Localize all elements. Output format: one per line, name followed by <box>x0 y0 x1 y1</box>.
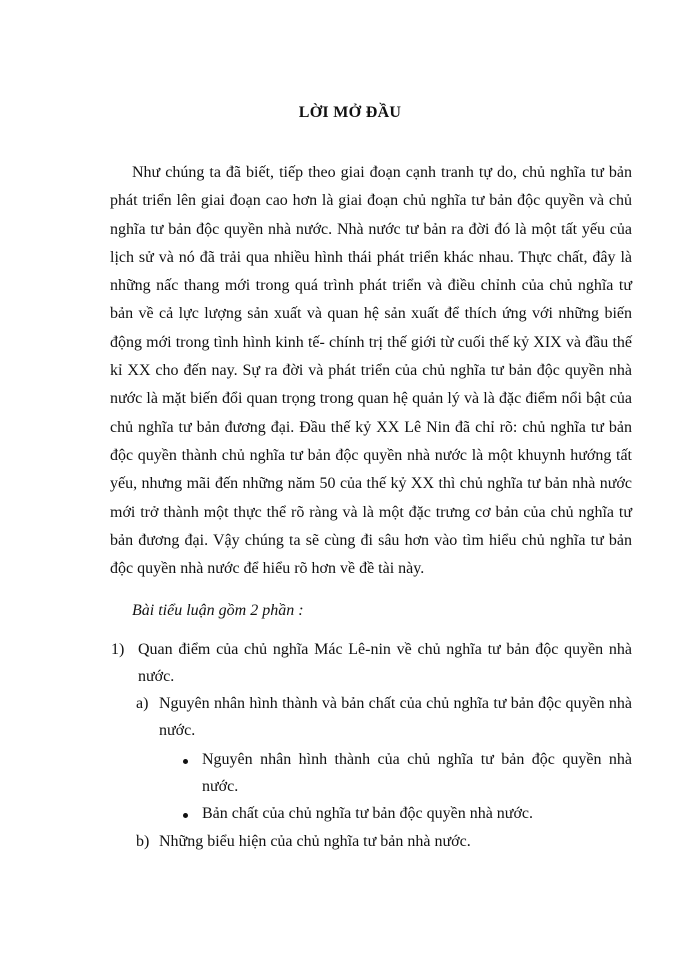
intro-paragraph: Như chúng ta đã biết, tiếp theo giai đoạn cạnh tranh tự do, chủ nghĩa tư bản phát triển lên giai đoạn cao hơn là giai đoạn chủ nghĩa tư bản độc quyền và chủ nghĩa tư bản độc quyền nhà nước. Nhà nước tư bản ra đời đó là một tất yếu của lịch sử và nó đã trải qua nhiều hình thái phát triển khác nhau. Thực chất, đây là những nấc thang mới trong quá trình phát triển và điều chỉnh của chủ nghĩa tư bản về cả lực lượng sản xuất và quan hệ sản xuất để thích ứng với những biến động mới trong tình hình kinh tế- chính trị thế giới từ cuối thế kỷ XIX và đầu thế kỉ XX cho đến nay. Sự ra đời và phát triển của chủ nghĩa tư bản độc quyền nhà nước là mặt biến đổi quan trọng trong quan hệ quản lý và là đặc điểm nổi bật của chủ nghĩa tư bản đương đại. Đầu thế kỷ XX Lê Nin đã chỉ rõ: chủ nghĩa tư bản độc quyền thành chủ nghĩa tư bản độc quyền nhà nước là một khuynh hướng tất yếu, nhưng mãi đến những năm 50 của thế kỷ XX thì chủ nghĩa tư bản nhà nước mới trở thành một thực thể rõ ràng và là một đặc trưng cơ bản của chủ nghĩa tư bản đương đại. Vậy chúng ta sẽ cùng đi sâu hơn vào tìm hiểu chủ nghĩa tư bản độc quyền nhà nước để hiểu rõ hơn về đề tài này. <box>110 164 632 578</box>
outline-bullet-2 <box>183 800 632 827</box>
bullet-dot-icon <box>183 746 188 773</box>
outline-item-b-text: Những biểu hiện của chủ nghĩa tư bản nhà nước. <box>159 833 471 850</box>
outline-heading: Bài tiểu luận gồm 2 phần : <box>132 602 304 619</box>
outline-item-1 <box>111 636 632 690</box>
outline-item-b-marker: b) <box>136 833 150 850</box>
outline-bullet-1 <box>183 746 632 800</box>
outline-item-a <box>136 690 632 744</box>
bullet-dot-icon <box>183 800 188 827</box>
outline-item-b <box>136 828 632 855</box>
outline-item-a-text: Nguyên nhân hình thành và bản chất của chủ nghĩa tư bản độc quyền nhà nước. <box>159 695 632 739</box>
page-title: LỜI MỞ ĐẦU <box>298 104 402 121</box>
outline-bullet-1-text: Nguyên nhân hình thành của chủ nghĩa tư bản độc quyền nhà nước. <box>202 751 632 795</box>
outline-item-1-text: Quan điểm của chủ nghĩa Mác Lê-nin về chủ nghĩa tư bản độc quyền nhà nước. <box>138 641 632 685</box>
outline-bullet-2-text: Bản chất của chủ nghĩa tư bản độc quyền nhà nước. <box>202 805 534 822</box>
outline-item-1-marker: 1) <box>111 641 125 658</box>
outline-item-a-marker: a) <box>136 695 149 712</box>
